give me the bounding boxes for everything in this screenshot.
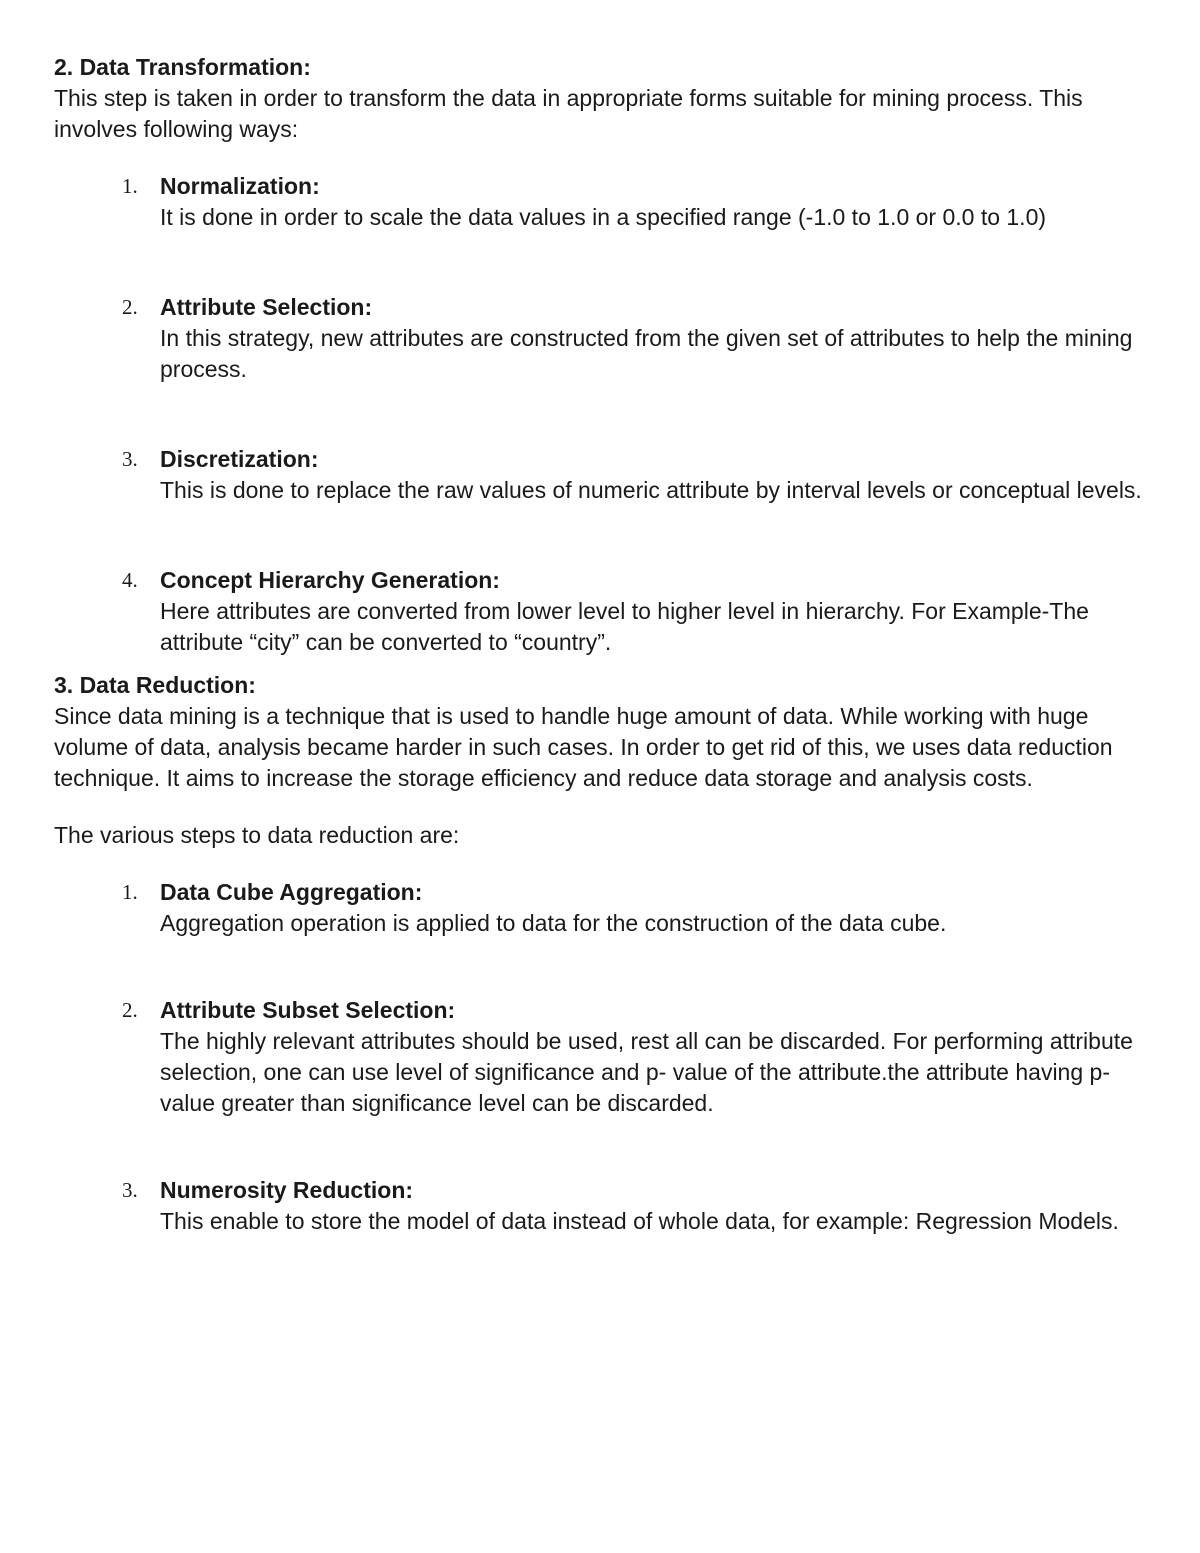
reduction-list [54,877,1154,1237]
item-body: This is done to replace the raw values of numeric attribute by interval levels or conceptual levels. [160,477,1142,503]
list-item [54,444,1154,506]
list-number: 4. [122,568,138,592]
item-body: This enable to store the model of data instead of whole data, for example: Regression Models. [160,1208,1119,1234]
item-body: Here attributes are converted from lower level to higher level in hierarchy. For Example-The attribute “city” can be converted to “country”. [160,598,1089,655]
item-title: Numerosity Reduction: [160,1177,414,1203]
steps-intro: The various steps to data reduction are: [54,822,460,848]
list-item [54,877,1154,939]
item-body: In this strategy, new attributes are constructed from the given set of attributes to help the mining process. [160,325,1133,382]
list-number: 2. [122,295,138,319]
item-title: Data Cube Aggregation: [160,879,423,905]
section-intro: Since data mining is a technique that is used to handle huge amount of data. While working with huge volume of data, analysis became harder in such cases. In order to get rid of this, we uses data reduction technique. It aims to increase the storage efficiency and reduce data storage and analysis costs. [54,703,1113,791]
list-item [54,565,1154,658]
item-title: Discretization: [160,446,319,472]
transformation-list [54,171,1154,658]
item-title: Normalization: [160,173,320,199]
list-number: 2. [122,998,138,1022]
item-body: It is done in order to scale the data values in a specified range (-1.0 to 1.0 or 0.0 to 1.0) [160,204,1047,230]
list-number: 3. [122,447,138,471]
section-heading: 3. Data Reduction: [54,672,256,698]
item-body: Aggregation operation is applied to data for the construction of the data cube. [160,910,947,936]
section-data-reduction [54,670,1154,1237]
list-number: 3. [122,1178,138,1202]
item-body: The highly relevant attributes should be used, rest all can be discarded. For performing attribute selection, one can use level of significance and p- value of the attribute.the attribute having p-value greater than significance level can be discarded. [160,1028,1133,1116]
list-item [54,995,1154,1119]
list-item [54,292,1154,385]
document-page [54,52,1154,1237]
item-title: Attribute Selection: [160,294,373,320]
list-item [54,1175,1154,1237]
item-title: Attribute Subset Selection: [160,997,456,1023]
section-data-transformation [54,52,1154,658]
list-number: 1. [122,174,138,198]
item-title: Concept Hierarchy Generation: [160,567,500,593]
list-item [54,171,1154,233]
section-intro: This step is taken in order to transform the data in appropriate forms suitable for mining process. This involves following ways: [54,85,1083,142]
section-heading: 2. Data Transformation: [54,54,311,80]
list-number: 1. [122,880,138,904]
